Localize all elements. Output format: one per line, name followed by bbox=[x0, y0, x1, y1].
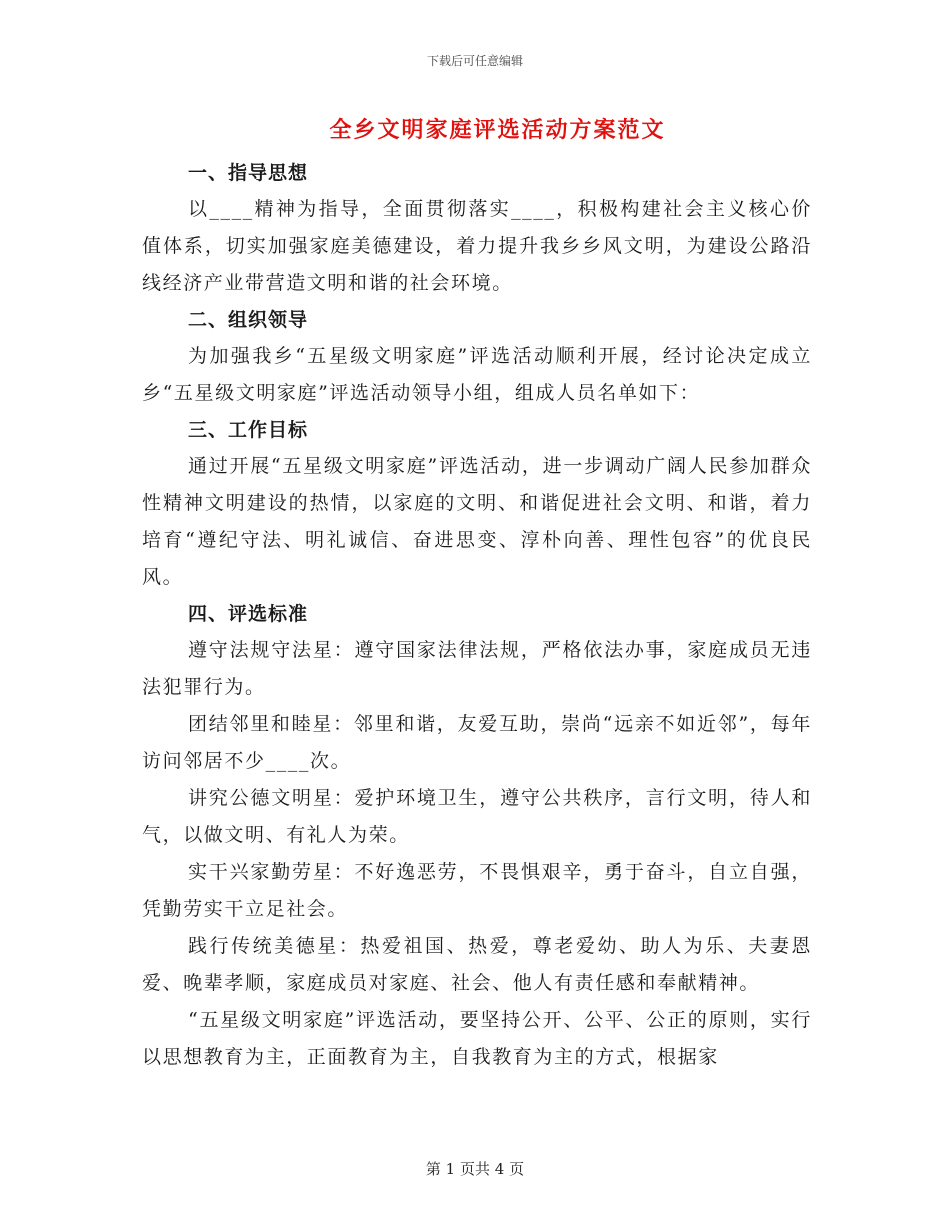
paragraph: “五星级文明家庭”评选活动，要坚持公开、公平、公正的原则，实行以思想教育为主，正面教育为主，自我教育为主的方式，根据家 bbox=[142, 1009, 812, 1068]
paragraph: 通过开展“五星级文明家庭”评选活动，进一步调动广阔人民参加群众性精神文明建设的热情，以家庭的文明、和谐促进社会文明、和谐，着力培育“遵纪守法、明礼诚信、奋进思变、淳朴向善、理性包容”的优良民风。 bbox=[142, 455, 812, 588]
paragraph: 实干兴家勤劳星：不好逸恶劳，不畏惧艰辛，勇于奋斗，自立自强，凭勤劳实干立足社会。 bbox=[142, 861, 812, 920]
section-heading-organization: 二、组织领导 bbox=[188, 309, 309, 331]
paragraph: 团结邻里和睦星：邻里和谐，友爱互助，崇尚“远亲不如近邻”，每年访问邻居不少____次。 bbox=[142, 713, 812, 772]
paragraph: 为加强我乡“五星级文明家庭”评选活动顺利开展，经讨论决定成立乡“五星级文明家庭”评选活动领导小组，组成人员名单如下： bbox=[142, 345, 812, 404]
document-title: 全乡文明家庭评选活动方案范文 bbox=[329, 117, 666, 143]
section-heading-guiding-ideology: 一、指导思想 bbox=[188, 162, 309, 184]
section-heading-criteria: 四、评选标准 bbox=[188, 603, 309, 625]
section-heading-work-goals: 三、工作目标 bbox=[188, 419, 309, 441]
page-footer: 第 1 页共 4 页 bbox=[425, 1160, 525, 1178]
paragraph: 讲究公德文明星：爱护环境卫生，遵守公共秩序，言行文明，待人和气，以做文明、有礼人为荣。 bbox=[142, 787, 812, 846]
document-body bbox=[142, 155, 812, 1076]
header-note: 下载后可任意编辑 bbox=[426, 54, 523, 68]
paragraph: 遵守法规守法星：遵守国家法律法规，严格依法办事，家庭成员无违法犯罪行为。 bbox=[142, 639, 812, 698]
paragraph: 以____精神为指导，全面贯彻落实____，积极构建社会主义核心价值体系，切实加强家庭美德建设，着力提升我乡乡风文明，为建设公路沿线经济产业带营造文明和谐的社会环境。 bbox=[142, 198, 812, 294]
paragraph: 践行传统美德星：热爱祖国、热爱，尊老爱幼、助人为乐、夫妻恩爱、晚辈孝顺，家庭成员对家庭、社会、他人有责任感和奉献精神。 bbox=[142, 935, 812, 994]
